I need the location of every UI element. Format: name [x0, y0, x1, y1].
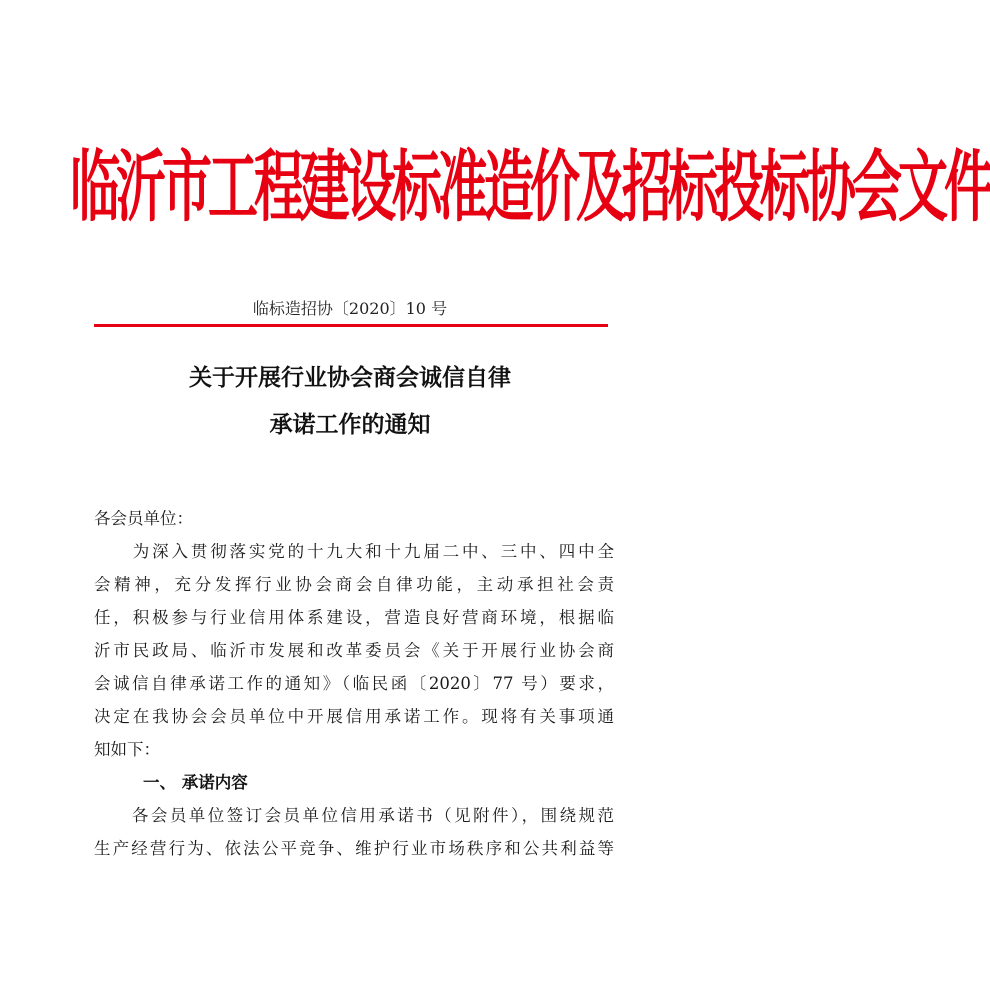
notice-title-line-1: 关于开展行业协会商会诚信自律: [189, 364, 511, 391]
notice-title-line-2: 承诺工作的通知: [269, 411, 431, 438]
paragraph-1-line: 任，积极参与行业信用体系建设，营造良好营商环境，根据临: [94, 608, 614, 627]
salutation: 各会员单位：: [94, 509, 193, 528]
paragraph-1-line: 会精神，充分发挥行业协会商会自律功能，主动承担社会责: [94, 575, 614, 594]
paragraph-1-line: 会诚信自律承诺工作的通知》（临民函〔2020〕77 号）要求，: [94, 674, 614, 693]
org-header-title: 临沂市工程建设标准造价及招标投标协会文件: [70, 142, 990, 232]
paragraph-1-line: 决定在我协会会员单位中开展信用承诺工作。现将有关事项通: [94, 707, 614, 726]
paragraph-1-line: 为深入贯彻落实党的十九大和十九届二中、三中、四中全: [94, 542, 614, 561]
paragraph-2-line: 各会员单位签订会员单位信用承诺书（见附件），围绕规范: [94, 806, 614, 825]
paragraph-1-line: 知如下：: [94, 740, 160, 759]
paragraph-2-line: 生产经营行为、依法公平竞争、维护行业市场秩序和公共利益等: [94, 839, 614, 858]
section-1-heading: 一、 承诺内容: [143, 773, 248, 792]
red-divider-line: [94, 324, 608, 327]
document-number: 临标造招协〔2020〕10 号: [252, 299, 448, 318]
paragraph-1-line: 沂市民政局、临沂市发展和改革委员会《关于开展行业协会商: [94, 641, 614, 660]
